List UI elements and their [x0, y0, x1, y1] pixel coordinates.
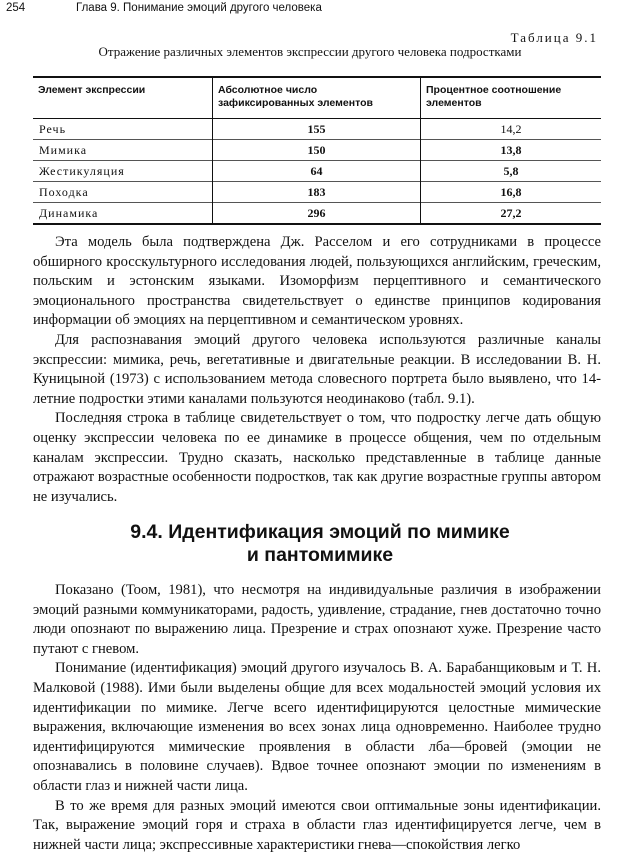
paragraph: Понимание (идентификация) эмоций другого изучалось В. А. Барабанщиковым и Т. Н. Малковой (1988). Ими были выделены общие для всех модальностей эмоций условия их идентификации по мимике. Легче всего идентифицируются целостные мимические выражения, включающие изменения во всех зонах лица одновременно. Наиболее трудно идентифицируются мимические проявления в области лба—бровей (эмоции не опознавались в половине случаев). Вдвое точнее опознают эмоции по изменениям в области глаз и нижней части лица.	[33, 660, 601, 794]
table-cell: 5,8	[421, 161, 602, 182]
column-header: Элемент экспрессии	[33, 77, 213, 119]
section-title-line: и пантомимике	[246, 544, 394, 566]
table-caption: Отражение различных элементов экспрессии другого человека подростками	[98, 44, 522, 59]
paragraph: Эта модель была подтверждена Дж. Расселом и его сотрудниками в процессе обширного кросскультурного исследования людей, пользующихся английским, греческим, польским и эстонским языками. Изоморфизм перцептивного и семантического эмоционального пространства свидетельствует о единстве принципов кодирования информации об эмоциях на перцептивном и семантическом уровнях.	[33, 234, 601, 329]
table-cell: Жестикуляция	[33, 161, 213, 182]
table-row	[33, 119, 601, 140]
table-cell: 296	[213, 203, 421, 225]
running-head	[0, 1, 620, 17]
chapter-title: Глава 9. Понимание эмоций другого человека	[76, 2, 322, 14]
table-cell: 27,2	[421, 203, 602, 225]
paragraph: Для распознавания эмоций другого человека используются различные каналы экспрессии: мимика, речь, вегетативные и двигательные реакции. В исследовании В. Н. Куницыной (1973) с использованием метода словесного портрета было выявлено, что 14-летние подростки этими каналами пользуются неодинаково (табл. 9.1).	[33, 331, 601, 407]
table-cell: 155	[213, 119, 421, 140]
paragraph: Показано (Тоом, 1981), что несмотря на индивидуальные различия в изображении эмоций разными коммуникаторами, радость, удивление, страдание, гнев достаточно точно люди опознают по выражению лица. Презрение и страх опознают хуже. Презрение часто путают с гневом.	[33, 582, 601, 657]
table-cell: 150	[213, 140, 421, 161]
table-row	[33, 161, 601, 182]
table-cell: Походка	[33, 182, 213, 203]
table-cell: 183	[213, 182, 421, 203]
table-cell: 14,2	[421, 119, 602, 140]
table-cell: Речь	[33, 119, 213, 140]
paragraph: В то же время для разных эмоций имеются свои оптимальные зоны идентификации. Так, выражение эмоций горя и страха в области глаз идентифицируется легче, чем в нижней части лица; экспрессивные характеристики гнева—спокойствия легко	[33, 797, 601, 853]
table-row	[33, 140, 601, 161]
table-row	[33, 182, 601, 203]
table-cell: 64	[213, 161, 421, 182]
section-title-line: 9.4. Идентификация эмоций по мимике	[130, 521, 510, 543]
body-text-after-section	[33, 581, 601, 855]
table-header-row	[33, 77, 601, 119]
table-cell: 13,8	[421, 140, 602, 161]
section-heading	[40, 521, 600, 567]
column-header: Процентное соотношение элементов	[421, 77, 602, 119]
table-cell: 16,8	[421, 182, 602, 203]
table-cell: Динамика	[33, 203, 213, 225]
table-label: Таблица 9.1	[510, 30, 598, 45]
table-cell: Мимика	[33, 140, 213, 161]
data-table	[33, 76, 601, 225]
table-row	[33, 203, 601, 225]
page-number: 254	[6, 2, 26, 14]
paragraph: Последняя строка в таблице свидетельствует о том, что подростку легче дать общую оценку экспрессии человека по ее динамике в процессе общения, чем по отдельным каналам экспрессии. Трудно сказать, насколько представленные в таблице данные отражают возрастные особенности подростков, так как другие возрастные группы автором не изучались.	[33, 410, 601, 505]
body-text-before-section	[33, 233, 601, 507]
column-header: Абсолютное число зафиксированных элементов	[213, 77, 421, 119]
